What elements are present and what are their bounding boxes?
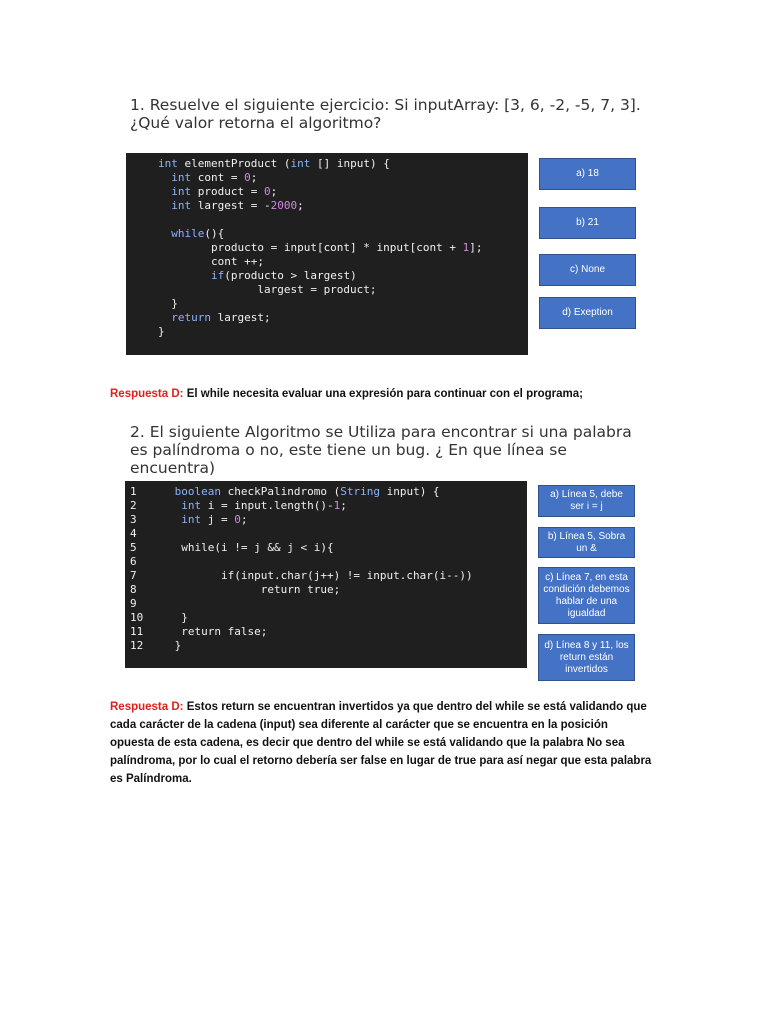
code-token: int — [181, 513, 202, 526]
code-line — [130, 527, 527, 541]
answer-2 — [110, 698, 655, 788]
code-token: [] input) { — [310, 157, 390, 170]
code-token: while(i != j && j < i){ — [168, 541, 334, 554]
code-token: } — [158, 297, 178, 310]
line-number: 3 — [130, 513, 137, 526]
code-token: producto = input[cont] * input[cont + — [158, 241, 463, 254]
code-token: input) { — [379, 485, 440, 498]
line-number: 12 — [130, 639, 144, 652]
answer-2-text: Estos return se encuentran invertidos ya que dentro del while se está validando que cada carácter de la cadena (input) sea diferente al carácter que se encuentra en la posición opuesta de esta cadena, es decir que dentro del while se está validando que la palabra No sea palíndroma, por lo cual el retorno debería ser false en lugar de true para así negar que esta palabra es Palíndroma. — [110, 701, 652, 785]
code-token: ; — [250, 171, 258, 184]
code-token: largest; — [211, 311, 271, 324]
code-token — [158, 199, 171, 212]
code-token: i = input.length()- — [201, 499, 334, 512]
question-2-title: 2. El siguiente Algoritmo se Utiliza para encontrar si una palabra es palíndroma o no, este tiene un bug. ¿ En que línea se encuentra) — [130, 423, 632, 477]
code-token: cont = — [191, 171, 245, 184]
code-token: return — [171, 311, 211, 324]
answer-2-label: Respuesta D: — [110, 701, 184, 713]
code-token: return true; — [168, 583, 341, 596]
code-token: int — [171, 199, 192, 212]
option-1a-button[interactable]: a) 18 — [539, 158, 636, 190]
code-line — [130, 639, 527, 653]
code-token: (producto > largest) — [224, 269, 357, 282]
code-line — [158, 311, 528, 325]
option-2c-button[interactable]: c) Línea 7, en esta condición debemos hablar de una igualdad — [538, 567, 635, 624]
code-line — [158, 269, 528, 283]
code-token: 0 — [263, 185, 271, 198]
code-token: int — [171, 171, 192, 184]
code-line — [158, 171, 528, 185]
code-token — [168, 485, 175, 498]
code-line — [130, 625, 527, 639]
code-token: j = — [201, 513, 235, 526]
code-token: ; — [240, 513, 248, 526]
code-line — [130, 485, 527, 499]
code-line — [130, 555, 527, 569]
code-token: int — [290, 157, 311, 170]
code-line — [158, 199, 528, 213]
code-token: largest = - — [191, 199, 271, 212]
code-token — [158, 185, 171, 198]
code-token: 2000 — [270, 199, 298, 212]
code-line — [130, 611, 527, 625]
line-number: 5 — [130, 541, 137, 554]
code-token: elementProduct ( — [177, 157, 291, 170]
code-token — [158, 311, 171, 324]
answer-1-label: Respuesta D: — [110, 388, 184, 400]
code-token: ; — [270, 185, 278, 198]
code-token — [168, 513, 181, 526]
code-line — [130, 513, 527, 527]
line-number: 7 — [130, 569, 137, 582]
code-token — [158, 269, 211, 282]
code-token: (){ — [204, 227, 225, 240]
code-token: if — [210, 269, 225, 282]
code-block-check-palindromo — [125, 481, 527, 668]
code-token: } — [168, 639, 182, 652]
line-number: 2 — [130, 499, 137, 512]
code-token: ]; — [469, 241, 483, 254]
option-1d-button[interactable]: d) Exeption — [539, 297, 636, 329]
answer-1 — [110, 385, 655, 403]
code-line — [158, 241, 528, 255]
code-token: ; — [297, 199, 304, 212]
line-number: 6 — [130, 555, 137, 568]
code-token: 0 — [234, 513, 241, 526]
code-token — [158, 171, 171, 184]
code-token: boolean — [174, 485, 221, 498]
code-token: } — [168, 611, 188, 624]
code-token: largest = product; — [158, 283, 377, 296]
option-1c-button[interactable]: c) None — [539, 254, 636, 286]
code-token: product = — [191, 185, 264, 198]
code-line — [158, 213, 528, 227]
code-token: while — [171, 227, 205, 240]
code-token: 1 — [462, 241, 470, 254]
code-token — [168, 499, 181, 512]
line-number: 8 — [130, 583, 137, 596]
code-line — [158, 185, 528, 199]
line-number: 4 — [130, 527, 137, 540]
code-line — [158, 157, 528, 171]
code-token: int — [181, 499, 202, 512]
option-2d-button[interactable]: d) Línea 8 y 11, los return están invertidos — [538, 634, 635, 681]
code-line — [130, 569, 527, 583]
line-number: 9 — [130, 597, 137, 610]
line-number: 10 — [130, 611, 144, 624]
code-token: return false; — [168, 625, 268, 638]
code-token: int — [158, 157, 178, 170]
option-1b-button[interactable]: b) 21 — [539, 207, 636, 239]
code-block-element-product — [126, 153, 528, 355]
line-number: 11 — [130, 625, 144, 638]
code-line — [130, 541, 527, 555]
code-line — [130, 499, 527, 513]
option-2a-button[interactable]: a) Línea 5, debe ser i = j — [538, 485, 635, 517]
code-line — [158, 255, 528, 269]
code-token: int — [171, 185, 192, 198]
code-token: 0 — [244, 171, 251, 184]
code-token: checkPalindromo ( — [220, 485, 341, 498]
option-2b-button[interactable]: b) Línea 5, Sobra un & — [538, 527, 635, 558]
answer-1-text: El while necesita evaluar una expresión para continuar con el programa; — [183, 388, 583, 400]
code-token: String — [340, 485, 380, 498]
code-line — [130, 597, 527, 611]
code-line — [158, 283, 528, 297]
code-line — [158, 325, 528, 339]
code-line — [158, 227, 528, 241]
code-token: ; — [340, 499, 347, 512]
code-token: cont ++; — [158, 255, 264, 268]
line-number: 1 — [130, 485, 137, 498]
question-1-title: 1. Resuelve el siguiente ejercicio: Si inputArray: [3, 6, -2, -5, 7, 3]. ¿Qué valor retorna el algoritmo? — [130, 96, 641, 132]
code-token: 1 — [333, 499, 341, 512]
code-line — [130, 583, 527, 597]
code-line — [158, 297, 528, 311]
code-token: } — [158, 325, 165, 338]
code-token: if(input.char(j++) != input.char(i--)) — [168, 569, 473, 582]
code-token — [158, 227, 171, 240]
